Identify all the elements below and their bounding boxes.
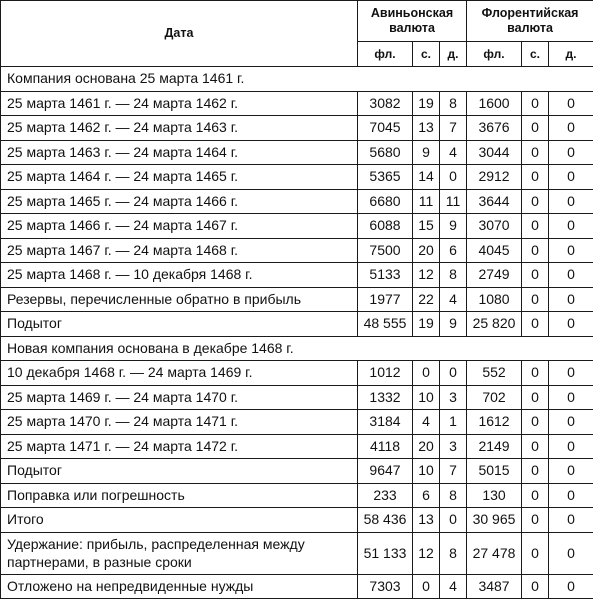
cell-avignon-florin: 48 555 [358, 312, 413, 337]
section-row [1, 67, 593, 92]
row-label: Резервы, перечисленные обратно в прибыль [1, 287, 358, 312]
cell-florence-florin: 30 965 [467, 508, 522, 533]
cell-florence-denari: 0 [549, 140, 593, 165]
cell-avignon-florin: 7500 [358, 238, 413, 263]
cell-florence-florin: 5015 [467, 459, 522, 484]
table-row [1, 508, 593, 533]
cell-florence-florin: 2912 [467, 165, 522, 190]
table-row [1, 263, 593, 288]
cell-avignon-soldi: 4 [413, 410, 440, 435]
cell-avignon-soldi: 14 [413, 165, 440, 190]
cell-florence-florin: 552 [467, 361, 522, 386]
cell-avignon-denari: 4 [440, 574, 467, 599]
cell-avignon-soldi: 9 [413, 140, 440, 165]
cell-avignon-florin: 5365 [358, 165, 413, 190]
cell-avignon-soldi: 12 [413, 532, 440, 574]
row-label: 25 марта 1466 г. — 24 марта 1467 г. [1, 214, 358, 239]
cell-florence-denari: 0 [549, 189, 593, 214]
cell-florence-denari: 0 [549, 574, 593, 599]
table-row [1, 287, 593, 312]
section-label: Компания основана 25 марта 1461 г. [1, 67, 593, 92]
cell-avignon-denari: 0 [440, 508, 467, 533]
cell-florence-florin: 3487 [467, 574, 522, 599]
cell-florence-soldi: 0 [522, 140, 549, 165]
cell-avignon-florin: 58 436 [358, 508, 413, 533]
unit-header-florence-soldi: с. [522, 42, 549, 67]
cell-avignon-soldi: 12 [413, 263, 440, 288]
cell-avignon-soldi: 13 [413, 508, 440, 533]
cell-avignon-denari: 0 [440, 361, 467, 386]
table-row [1, 312, 593, 337]
cell-avignon-soldi: 15 [413, 214, 440, 239]
cell-avignon-denari: 3 [440, 385, 467, 410]
cell-avignon-soldi: 11 [413, 189, 440, 214]
cell-avignon-florin: 1012 [358, 361, 413, 386]
section-label: Новая компания основана в декабре 1468 г. [1, 336, 593, 361]
cell-florence-florin: 130 [467, 483, 522, 508]
cell-avignon-denari: 8 [440, 263, 467, 288]
unit-header-avignon-florin: фл. [358, 42, 413, 67]
table-row [1, 434, 593, 459]
cell-avignon-denari: 3 [440, 434, 467, 459]
cell-florence-soldi: 0 [522, 312, 549, 337]
cell-avignon-soldi: 19 [413, 91, 440, 116]
cell-avignon-florin: 3082 [358, 91, 413, 116]
cell-florence-soldi: 0 [522, 483, 549, 508]
cell-avignon-florin: 5133 [358, 263, 413, 288]
cell-avignon-denari: 1 [440, 410, 467, 435]
unit-header-avignon-soldi: с. [413, 42, 440, 67]
table-row [1, 238, 593, 263]
cell-florence-denari: 0 [549, 410, 593, 435]
table-header [1, 1, 593, 67]
cell-avignon-florin: 1332 [358, 385, 413, 410]
cell-avignon-florin: 4118 [358, 434, 413, 459]
cell-avignon-soldi: 0 [413, 361, 440, 386]
cell-florence-denari: 0 [549, 434, 593, 459]
cell-florence-florin: 3070 [467, 214, 522, 239]
table-row [1, 361, 593, 386]
cell-florence-soldi: 0 [522, 508, 549, 533]
cell-avignon-denari: 9 [440, 214, 467, 239]
cell-florence-denari: 0 [549, 165, 593, 190]
table-row [1, 91, 593, 116]
cell-florence-florin: 702 [467, 385, 522, 410]
cell-florence-soldi: 0 [522, 574, 549, 599]
cell-florence-soldi: 0 [522, 532, 549, 574]
row-label: Подытог [1, 459, 358, 484]
cell-avignon-denari: 4 [440, 287, 467, 312]
cell-avignon-denari: 8 [440, 91, 467, 116]
cell-florence-soldi: 0 [522, 91, 549, 116]
unit-header-florence-florin: фл. [467, 42, 522, 67]
cell-florence-soldi: 0 [522, 165, 549, 190]
cell-avignon-florin: 5680 [358, 140, 413, 165]
table-row [1, 385, 593, 410]
row-label: Подытог [1, 312, 358, 337]
cell-avignon-florin: 7303 [358, 574, 413, 599]
cell-florence-denari: 0 [549, 385, 593, 410]
table-row [1, 165, 593, 190]
cell-florence-denari: 0 [549, 459, 593, 484]
unit-header-florence-denari: д. [549, 42, 593, 67]
cell-avignon-florin: 233 [358, 483, 413, 508]
cell-avignon-soldi: 20 [413, 434, 440, 459]
cell-florence-soldi: 0 [522, 459, 549, 484]
row-label: 10 декабря 1468 г. — 24 марта 1469 г. [1, 361, 358, 386]
cell-avignon-soldi: 22 [413, 287, 440, 312]
row-label: 25 марта 1468 г. — 10 декабря 1468 г. [1, 263, 358, 288]
cell-avignon-florin: 51 133 [358, 532, 413, 574]
cell-florence-denari: 0 [549, 532, 593, 574]
row-label: 25 марта 1461 г. — 24 марта 1462 г. [1, 91, 358, 116]
table-body [1, 67, 593, 599]
cell-avignon-soldi: 6 [413, 483, 440, 508]
cell-florence-soldi: 0 [522, 410, 549, 435]
cell-avignon-florin: 1977 [358, 287, 413, 312]
row-label: 25 марта 1470 г. — 24 марта 1471 г. [1, 410, 358, 435]
cell-florence-denari: 0 [549, 116, 593, 141]
florence-currency-header: Флорентийская валюта [467, 1, 593, 42]
unit-header-avignon-denari: д. [440, 42, 467, 67]
table-row [1, 214, 593, 239]
avignon-currency-header: Авиньонская валюта [358, 1, 467, 42]
cell-florence-florin: 3644 [467, 189, 522, 214]
cell-florence-denari: 0 [549, 263, 593, 288]
table-row [1, 574, 593, 599]
cell-florence-florin: 25 820 [467, 312, 522, 337]
section-row [1, 336, 593, 361]
table-row [1, 410, 593, 435]
cell-florence-denari: 0 [549, 361, 593, 386]
cell-florence-denari: 0 [549, 214, 593, 239]
cell-avignon-denari: 7 [440, 116, 467, 141]
cell-florence-florin: 2749 [467, 263, 522, 288]
cell-florence-soldi: 0 [522, 361, 549, 386]
cell-florence-denari: 0 [549, 312, 593, 337]
cell-florence-denari: 0 [549, 238, 593, 263]
table-row [1, 532, 593, 574]
cell-florence-florin: 3044 [467, 140, 522, 165]
cell-avignon-soldi: 10 [413, 459, 440, 484]
cell-avignon-florin: 3184 [358, 410, 413, 435]
cell-avignon-denari: 8 [440, 532, 467, 574]
cell-florence-florin: 1612 [467, 410, 522, 435]
cell-avignon-florin: 7045 [358, 116, 413, 141]
cell-florence-denari: 0 [549, 91, 593, 116]
cell-avignon-denari: 11 [440, 189, 467, 214]
cell-avignon-denari: 4 [440, 140, 467, 165]
row-label: 25 марта 1463 г. — 24 марта 1464 г. [1, 140, 358, 165]
cell-florence-soldi: 0 [522, 385, 549, 410]
cell-florence-florin: 4045 [467, 238, 522, 263]
table-row [1, 483, 593, 508]
cell-avignon-florin: 6680 [358, 189, 413, 214]
table-row [1, 189, 593, 214]
cell-avignon-soldi: 19 [413, 312, 440, 337]
cell-florence-denari: 0 [549, 483, 593, 508]
cell-florence-soldi: 0 [522, 238, 549, 263]
cell-florence-soldi: 0 [522, 263, 549, 288]
cell-florence-soldi: 0 [522, 214, 549, 239]
cell-florence-denari: 0 [549, 508, 593, 533]
cell-avignon-soldi: 20 [413, 238, 440, 263]
table-row [1, 459, 593, 484]
cell-avignon-florin: 9647 [358, 459, 413, 484]
cell-avignon-soldi: 13 [413, 116, 440, 141]
cell-florence-florin: 27 478 [467, 532, 522, 574]
row-label: 25 марта 1471 г. — 24 марта 1472 г. [1, 434, 358, 459]
row-label: 25 марта 1462 г. — 24 марта 1463 г. [1, 116, 358, 141]
row-label: 25 марта 1467 г. — 24 марта 1468 г. [1, 238, 358, 263]
cell-avignon-soldi: 10 [413, 385, 440, 410]
cell-avignon-denari: 7 [440, 459, 467, 484]
row-label: Поправка или погрешность [1, 483, 358, 508]
table-row [1, 116, 593, 141]
cell-florence-soldi: 0 [522, 189, 549, 214]
cell-florence-florin: 1600 [467, 91, 522, 116]
cell-avignon-denari: 8 [440, 483, 467, 508]
cell-florence-florin: 2149 [467, 434, 522, 459]
cell-florence-florin: 1080 [467, 287, 522, 312]
cell-avignon-denari: 6 [440, 238, 467, 263]
table-row [1, 140, 593, 165]
cell-avignon-florin: 6088 [358, 214, 413, 239]
cell-florence-soldi: 0 [522, 434, 549, 459]
row-label: 25 марта 1469 г. — 24 марта 1470 г. [1, 385, 358, 410]
cell-florence-soldi: 0 [522, 116, 549, 141]
cell-avignon-denari: 0 [440, 165, 467, 190]
row-label: 25 марта 1465 г. — 24 марта 1466 г. [1, 189, 358, 214]
row-label: Удержание: прибыль, распределенная между партнерами, в разные сроки [1, 532, 358, 574]
cell-florence-florin: 3676 [467, 116, 522, 141]
cell-florence-denari: 0 [549, 287, 593, 312]
date-column-header: Дата [1, 1, 358, 67]
row-label: Отложено на непредвиденные нужды [1, 574, 358, 599]
cell-florence-soldi: 0 [522, 287, 549, 312]
cell-avignon-soldi: 0 [413, 574, 440, 599]
cell-avignon-denari: 9 [440, 312, 467, 337]
row-label: 25 марта 1464 г. — 24 марта 1465 г. [1, 165, 358, 190]
row-label: Итого [1, 508, 358, 533]
